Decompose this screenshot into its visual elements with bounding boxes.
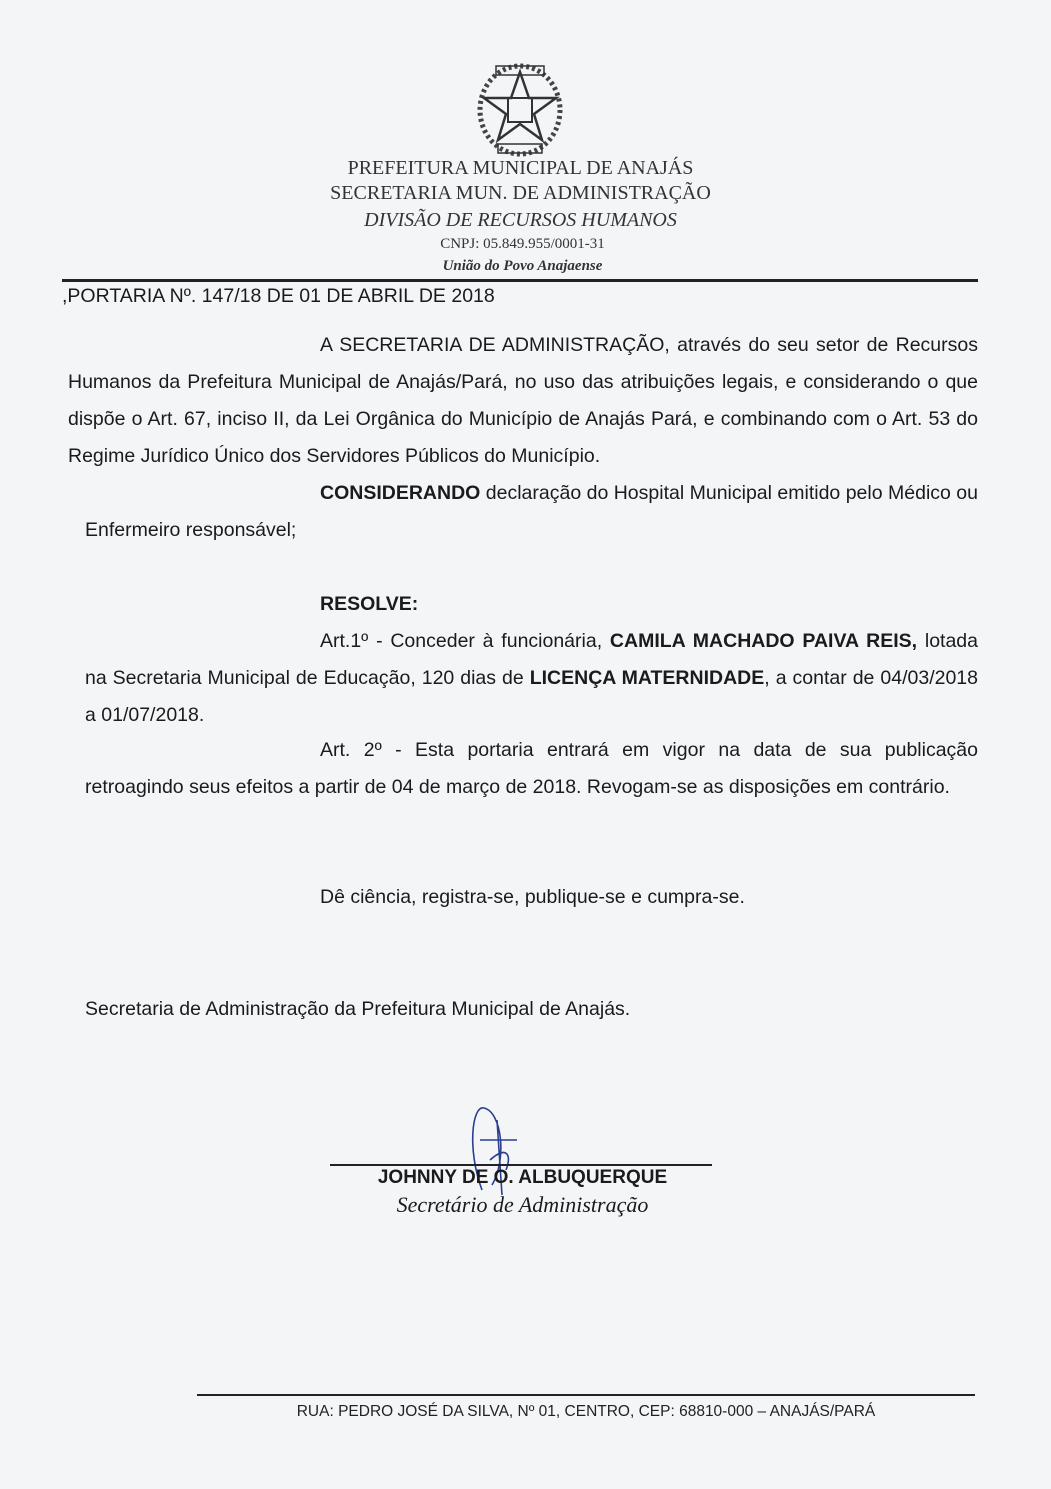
footer-address: RUA: PEDRO JOSÉ DA SILVA, Nº 01, CENTRO, CEP: 68810-000 – ANAJÁS/PARÁ — [296, 1403, 876, 1420]
header-divider — [62, 279, 978, 282]
signatory-name: JOHNNY DE O. ALBUQUERQUE — [377, 1167, 668, 1188]
header-cnpj: CNPJ: 05.849.955/0001-31 — [440, 236, 605, 252]
leave-type: LICENÇA MATERNIDADE — [529, 667, 765, 689]
signature-line — [330, 1164, 712, 1166]
article-2 — [85, 732, 978, 806]
art1-text-a: Art.1º - Conceder à funcionária, — [320, 630, 610, 652]
header-line-1: PREFEITURA MUNICIPAL DE ANAJÁS — [347, 157, 694, 179]
art2-text: Art. 2º - Esta portaria entrará em vigor na data de sua publicação retroagindo seus efeitos a partir de 04 de março de 2018. Revogam-se as disposições em contrário. — [85, 739, 978, 798]
header-line-2: SECRETARIA MUN. DE ADMINISTRAÇÃO — [330, 182, 711, 204]
resolve-heading: RESOLVE: — [320, 593, 419, 615]
employee-name: CAMILA MACHADO PAIVA REIS, — [609, 630, 918, 652]
closing-text: Dê ciência, registra-se, publique-se e cumpra-se. — [320, 886, 745, 908]
article-1 — [85, 623, 978, 734]
art1-text-b: lotada na Secretaria Municipal de Educação, 120 dias de — [85, 630, 978, 689]
issuer-text: Secretaria de Administração da Prefeitura Municipal de Anajás. — [85, 998, 631, 1020]
paragraph-considerando — [85, 475, 978, 549]
municipal-coat-of-arms-seal — [470, 58, 570, 160]
header-motto: União do Povo Anajaense — [442, 258, 603, 274]
header-line-3: DIVISÃO DE RECURSOS HUMANOS — [364, 209, 677, 231]
portaria-title: ,PORTARIA Nº. 147/18 DE 01 DE ABRIL DE 2018 — [62, 285, 495, 307]
intro-text: A SECRETARIA DE ADMINISTRAÇÃO, através do seu setor de Recursos Humanos da Prefeitura Municipal de Anajás/Pará, no uso das atribuições legais, e considerando o que dispõe o Art. 67, inciso II, da Lei Orgânica do Município de Anajás Pará, e combinando com o Art. 53 do Regime Jurídico Único dos Servidores Públicos do Município. — [68, 334, 978, 467]
signatory-role: Secretário de Administração — [396, 1192, 649, 1217]
footer-divider — [197, 1394, 975, 1396]
considerando-text: declaração do Hospital Municipal emitido pelo Médico ou Enfermeiro responsável; — [85, 482, 978, 541]
art1-text-c: , a contar de 04/03/2018 a 01/07/2018. — [85, 667, 978, 726]
considerando-label: CONSIDERANDO — [320, 482, 481, 504]
paragraph-intro — [68, 327, 978, 475]
